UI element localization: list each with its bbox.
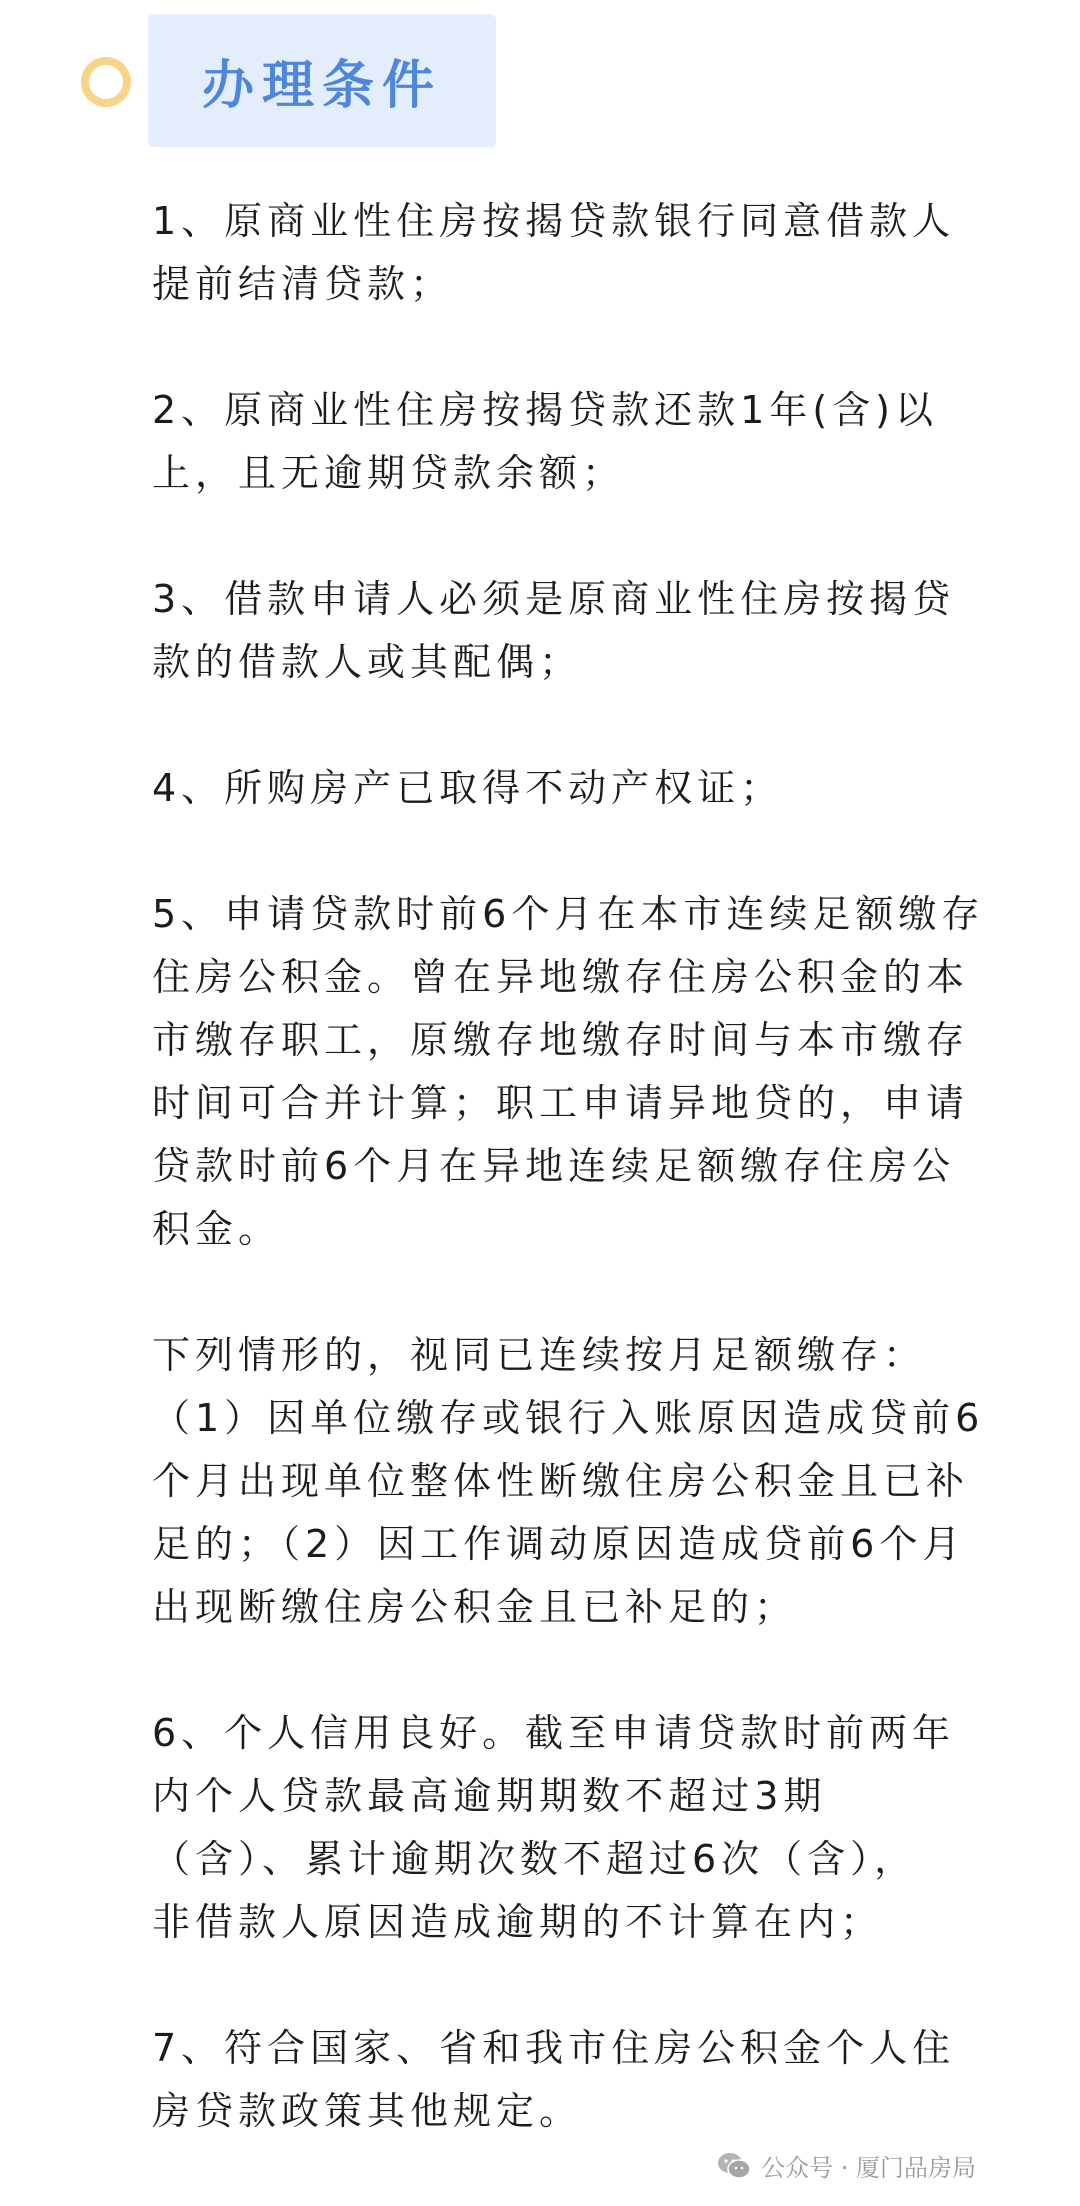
text-line: 时间可合并计算；职工申请异地贷的，申请 xyxy=(152,1081,970,1125)
text-line: 下列情形的，视同已连续按月足额缴存： xyxy=(152,1333,927,1377)
text-line: 2、原商业性住房按揭贷款还款1年(含)以 xyxy=(152,388,939,432)
condition-1 xyxy=(152,190,956,316)
justified-char: 人 xyxy=(238,1774,282,1818)
justified-char: 逾 xyxy=(453,1774,497,1818)
text-line: 上，且无逾期贷款余额； xyxy=(152,451,626,495)
text-line: 1、原商业性住房按揭贷款银行同意借款人 xyxy=(152,199,956,243)
circle-bullet-icon xyxy=(81,57,131,107)
justified-char: 最 xyxy=(367,1774,411,1818)
text-line: 市缴存职工，原缴存地缴存时间与本市缴存 xyxy=(152,1018,970,1062)
section-title: 办理条件 xyxy=(201,56,442,116)
condition-5 xyxy=(152,883,985,1261)
justified-char: 超 xyxy=(668,1774,712,1818)
condition-2 xyxy=(152,379,942,505)
justified-char: 高 xyxy=(410,1774,454,1818)
condition-4 xyxy=(152,757,942,820)
text-line: 提前结清贷款； xyxy=(152,262,454,306)
text-line: 7、符合国家、省和我市住房公积金个人住 xyxy=(152,2026,956,2070)
justified-char: 期 xyxy=(539,1774,583,1818)
justified-char: 3 xyxy=(754,1774,784,1818)
text-line: 积金。 xyxy=(152,1207,282,1251)
text-line: （含）、累计逾期次数不超过6次（含）， xyxy=(152,1837,918,1881)
conditions-list xyxy=(152,190,985,2206)
text-line: 款的借款人或其配偶； xyxy=(152,640,583,684)
text-line: 4、所购房产已取得不动产权证； xyxy=(152,766,784,810)
text-line: （1）因单位缴存或银行入账原因造成贷前6 xyxy=(152,1396,985,1440)
watermark-text: 公众号 · 厦门品房局 xyxy=(761,2154,976,2182)
text-line: 非借款人原因造成逾期的不计算在内； xyxy=(152,1900,884,1944)
justified-char: 个 xyxy=(195,1774,239,1818)
justified-char: 期 xyxy=(783,1774,827,1818)
continuous-payment-note xyxy=(152,1324,985,1639)
justified-char: 款 xyxy=(324,1774,368,1818)
watermark xyxy=(717,2148,976,2183)
section-header xyxy=(148,14,496,147)
text-line: 个月出现单位整体性断缴住房公积金且已补 xyxy=(152,1459,970,1503)
justified-char: 数 xyxy=(582,1774,626,1818)
condition-7 xyxy=(152,2017,956,2143)
justified-char: 贷 xyxy=(281,1774,325,1818)
text-line-justified xyxy=(152,1765,942,1828)
text-line: 足的；（2）因工作调动原因造成贷前6个月 xyxy=(152,1522,966,1566)
condition-3 xyxy=(152,568,956,694)
text-line: 5、申请贷款时前6个月在本市连续足额缴存 xyxy=(152,892,985,936)
text-line: 出现断缴住房公积金且已补足的； xyxy=(152,1585,798,1629)
text-line: 住房公积金。曾在异地缴存住房公积金的本 xyxy=(152,955,970,999)
text-line: 6、个人信用良好。截至申请贷款时前两年 xyxy=(152,1711,956,1755)
justified-char: 过 xyxy=(711,1774,755,1818)
text-line: 房贷款政策其他规定。 xyxy=(152,2089,583,2133)
justified-char: 内 xyxy=(152,1774,196,1818)
justified-char: 期 xyxy=(496,1774,540,1818)
condition-6 xyxy=(152,1702,956,1954)
text-line: 贷款时前6个月在异地连续足额缴存住房公 xyxy=(152,1144,956,1188)
text-line: 3、借款申请人必须是原商业性住房按揭贷 xyxy=(152,577,956,621)
justified-char: 不 xyxy=(625,1774,669,1818)
wechat-icon xyxy=(717,2152,751,2180)
